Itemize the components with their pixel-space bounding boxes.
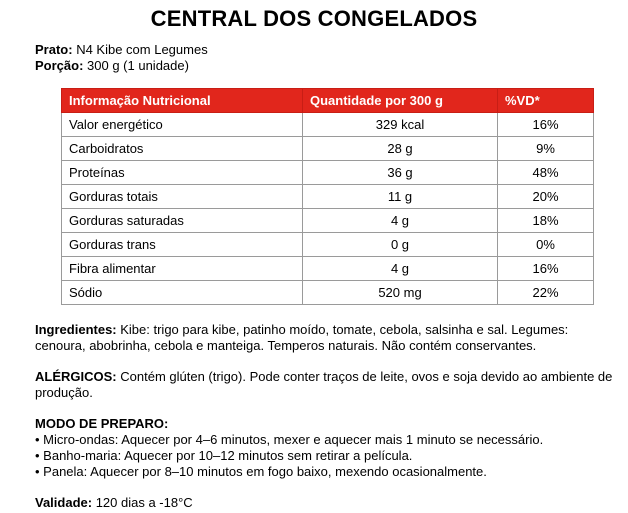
header-nutrient: Informação Nutricional: [62, 89, 303, 113]
nutrient-cell: Proteínas: [62, 161, 303, 185]
porcao-value: 300 g (1 unidade): [87, 58, 189, 73]
table-row: [62, 233, 594, 257]
table-header-row: [62, 89, 594, 113]
table-row: [62, 281, 594, 305]
vd-cell: 18%: [498, 209, 594, 233]
prato-value: N4 Kibe com Legumes: [76, 42, 208, 57]
table-row: [62, 113, 594, 137]
porcao-label: Porção:: [35, 58, 84, 73]
vd-cell: 22%: [498, 281, 594, 305]
validity-line: [35, 495, 615, 511]
nutrient-cell: Sódio: [62, 281, 303, 305]
vd-cell: 16%: [498, 257, 594, 281]
validity-label: Validade:: [35, 495, 93, 510]
prato-line: [35, 42, 208, 58]
table-row: [62, 209, 594, 233]
porcao-line: [35, 58, 189, 74]
nutrient-cell: Gorduras saturadas: [62, 209, 303, 233]
quantity-cell: 520 mg: [303, 281, 498, 305]
ingredients-block: [35, 322, 615, 354]
nutrient-cell: Gorduras trans: [62, 233, 303, 257]
quantity-cell: 36 g: [303, 161, 498, 185]
validity-value: 120 dias a -18°C: [95, 495, 193, 510]
allergens-block: [35, 369, 615, 401]
quantity-cell: 11 g: [303, 185, 498, 209]
quantity-cell: 329 kcal: [303, 113, 498, 137]
table-row: [62, 257, 594, 281]
header-vd: %VD*: [498, 89, 594, 113]
nutrition-table: [61, 88, 594, 305]
table-row: [62, 185, 594, 209]
quantity-cell: 4 g: [303, 209, 498, 233]
vd-cell: 20%: [498, 185, 594, 209]
nutrient-cell: Gorduras totais: [62, 185, 303, 209]
list-item: • Micro-ondas: Aquecer por 4–6 minutos, mexer e aquecer mais 1 minuto se necessário.: [35, 432, 544, 447]
table-row: [62, 137, 594, 161]
quantity-cell: 0 g: [303, 233, 498, 257]
list-item: • Banho-maria: Aquecer por 10–12 minutos sem retirar a película.: [35, 448, 413, 463]
nutrient-cell: Carboidratos: [62, 137, 303, 161]
vd-cell: 0%: [498, 233, 594, 257]
preparation-block: [35, 416, 615, 480]
vd-cell: 48%: [498, 161, 594, 185]
table-row: [62, 161, 594, 185]
vd-cell: 16%: [498, 113, 594, 137]
header-quantity: Quantidade por 300 g: [303, 89, 498, 113]
quantity-cell: 4 g: [303, 257, 498, 281]
allergens-label: ALÉRGICOS:: [35, 369, 117, 384]
prato-label: Prato:: [35, 42, 73, 57]
list-item: • Panela: Aquecer por 8–10 minutos em fogo baixo, mexendo ocasionalmente.: [35, 464, 487, 479]
preparation-list: [35, 432, 615, 480]
vd-cell: 9%: [498, 137, 594, 161]
ingredients-label: Ingredientes:: [35, 322, 117, 337]
preparation-label: MODO DE PREPARO:: [35, 416, 169, 431]
quantity-cell: 28 g: [303, 137, 498, 161]
allergens-text: Contém glúten (trigo). Pode conter traços de leite, ovos e soja devido ao ambiente de produção.: [35, 369, 613, 400]
ingredients-text: Kibe: trigo para kibe, patinho moído, tomate, cebola, salsinha e sal. Legumes: cenoura, abobrinha, cebola e manteiga. Temperos naturais. Não contém conservantes.: [35, 322, 569, 353]
nutrient-cell: Valor energético: [62, 113, 303, 137]
nutrient-cell: Fibra alimentar: [62, 257, 303, 281]
page-title: CENTRAL DOS CONGELADOS: [150, 6, 478, 31]
